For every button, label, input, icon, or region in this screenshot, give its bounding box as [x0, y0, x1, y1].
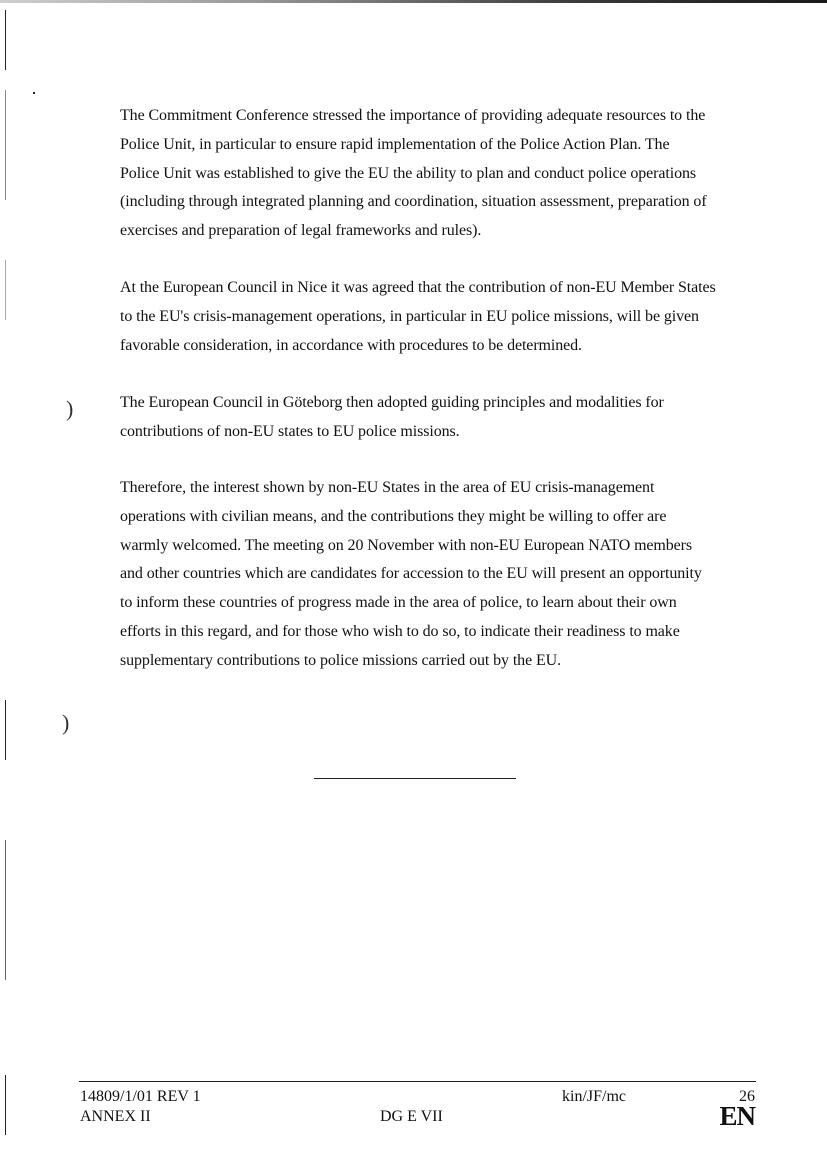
- scan-margin-line: [5, 1075, 6, 1135]
- scan-top-edge: [0, 0, 827, 3]
- body-paragraph: The European Council in Göteborg then adopted guiding principles and modalities for contributions of non-EU states to EU police missions.: [120, 394, 664, 440]
- scan-margin-line: [5, 90, 6, 200]
- footer-initials: kin/JF/mc: [562, 1088, 627, 1105]
- body-paragraph: Therefore, the interest shown by non-EU States in the area of EU crisis-management operations with civilian means, and the contributions they might be willing to offer are warmly welcomed. The meeting on 20 November with non-EU European NATO members and other countries which are candidates for accession to the EU will present an opportunity to inform these countries of progress made in the area of police, to learn about their own efforts in this regard, and for those who wish to do so, to indicate their readiness to make supplementary contributions to police missions carried out by the EU.: [120, 479, 702, 669]
- scan-margin-line: [5, 260, 6, 320]
- body-paragraph: At the European Council in Nice it was agreed that the contribution of non-EU Member States to the EU's crisis-management operations, in particular in EU police missions, will be given favorable consideration, in accordance with procedures to be determined.: [120, 279, 716, 354]
- body-paragraph: The Commitment Conference stressed the importance of providing adequate resources to the Police Unit, in particular to ensure rapid implementation of the Police Action Plan. The Police Unit was established to give the EU the ability to plan and conduct police operations (including through integrated planning and coordination, situation assessment, preparation of exercises and preparation of legal frameworks and rules).: [120, 107, 707, 240]
- end-of-text-rule: [314, 778, 516, 779]
- footer-rule: [79, 1081, 756, 1082]
- scan-margin-line: [5, 840, 6, 980]
- punch-hole-mark: ): [66, 396, 74, 421]
- scan-margin-line: [5, 700, 6, 760]
- scan-dot: [33, 92, 35, 94]
- footer-page-number: 26: [739, 1088, 755, 1105]
- footer-annex-label: ANNEX II: [80, 1108, 151, 1125]
- footer-directorate: DG E VII: [380, 1108, 443, 1125]
- scan-margin-line: [5, 10, 6, 70]
- footer-document-reference: 14809/1/01 REV 1: [80, 1088, 201, 1105]
- footer-language-code: EN: [719, 1101, 755, 1131]
- punch-hole-mark: ): [62, 710, 70, 735]
